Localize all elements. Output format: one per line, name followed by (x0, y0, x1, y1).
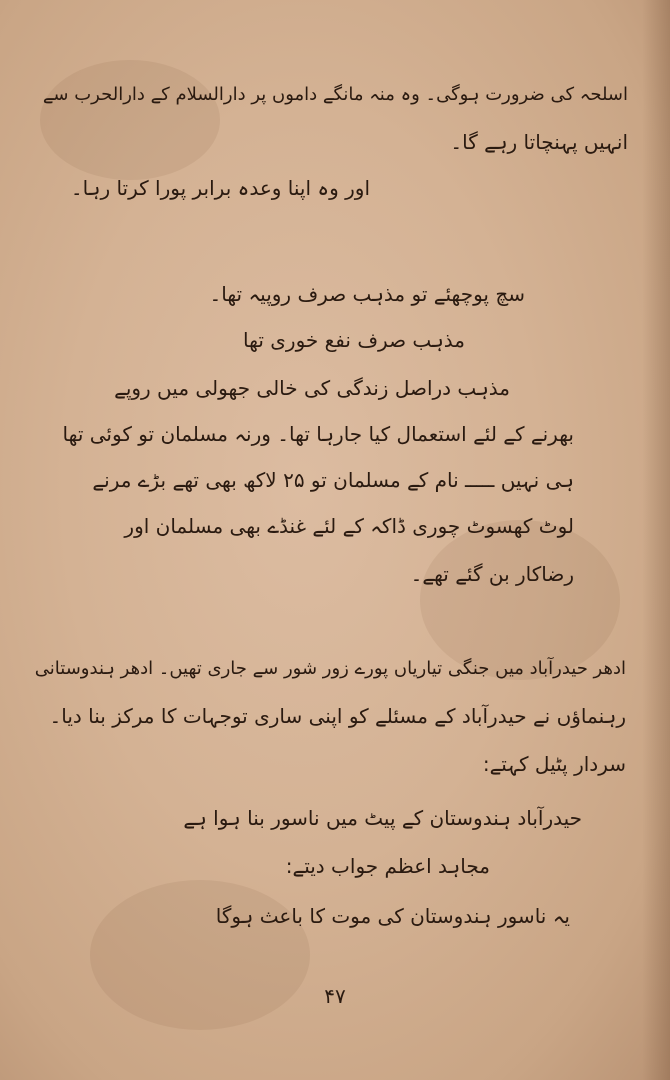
text-line: رضاکار بن گئے تھے۔ (410, 562, 574, 586)
text-line: اسلحہ کی ضرورت ہوگی۔ وہ منہ مانگے داموں پر دارالسلام کے دارالحرب سے (42, 84, 628, 105)
text-line: مجاہد اعظم جواب دیتے: (285, 854, 490, 878)
text-line: یہ ناسور ہندوستان کی موت کا باعث ہوگا (215, 904, 570, 928)
page-edge-shadow (642, 0, 670, 1080)
text-line: حیدرآباد ہندوستان کے پیٹ میں ناسور بنا ہوا ہے (183, 806, 582, 830)
page-number: ۴۷ (324, 984, 346, 1008)
text-line: لوٹ کھسوٹ چوری ڈاکہ کے لئے غنڈے بھی مسلمان اور (124, 514, 574, 538)
text-line: مذہب دراصل زندگی کی خالی جھولی میں روپے (114, 376, 510, 400)
text-line: ادھر حیدرآباد میں جنگی تیاریاں پورے زور شور سے جاری تھیں۔ ادھر ہندوستانی (34, 658, 626, 679)
text-line: مذہب صرف نفع خوری تھا (243, 328, 465, 352)
text-line: سچ پوچھئے تو مذہب صرف روپیہ تھا۔ (209, 282, 525, 306)
text-line: رہنماؤں نے حیدرآباد کے مسئلے کو اپنی ساری توجہات کا مرکز بنا دیا۔ (49, 704, 626, 728)
text-line: انہیں پہنچاتا رہے گا۔ (450, 130, 628, 154)
text-line: اور وہ اپنا وعدہ برابر پورا کرتا رہا۔ (70, 176, 370, 200)
text-line: ہی نہیں ـــــ نام کے مسلمان تو ۲۵ لاکھ بھی تھے بڑے مرنے (92, 468, 574, 492)
text-line: بھرنے کے لئے استعمال کیا جارہا تھا۔ ورنہ مسلمان تو کوئی تھا (62, 422, 574, 446)
text-line: سردار پٹیل کہتے: (482, 752, 626, 776)
